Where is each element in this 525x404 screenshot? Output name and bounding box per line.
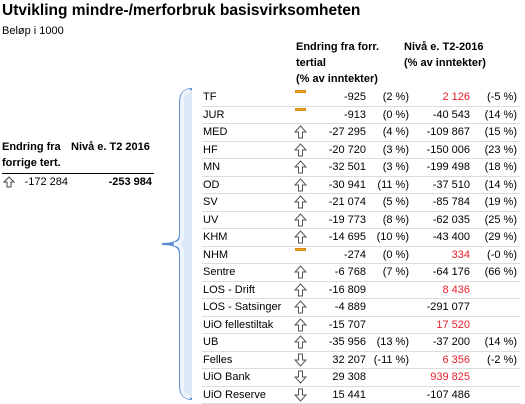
unit-name: TF <box>203 89 216 105</box>
change-value: -6 768 <box>335 264 366 280</box>
level-percent: (14 %) <box>485 107 517 123</box>
table-row <box>202 299 520 317</box>
level-value: 2 126 <box>442 89 470 105</box>
change-value: -14 695 <box>329 229 366 245</box>
change-value: -913 <box>344 107 366 123</box>
level-value: 8 436 <box>442 282 470 298</box>
level-value: 17 520 <box>436 317 470 333</box>
change-percent: (-11 %) <box>374 352 409 368</box>
arrow-up-icon <box>294 283 308 297</box>
table-row <box>202 107 520 125</box>
table-row <box>202 124 520 142</box>
unit-name: LOS - Satsinger <box>203 299 281 315</box>
table-row <box>202 229 520 247</box>
unit-name: Felles <box>203 352 232 368</box>
unit-name: MED <box>203 124 227 140</box>
change-value: -15 707 <box>329 317 366 333</box>
table-row <box>202 317 520 335</box>
table-row <box>202 159 520 177</box>
change-percent: (8 %) <box>383 212 409 228</box>
arrow-up-icon <box>294 318 308 332</box>
arrow-down-icon <box>294 370 308 384</box>
unit-name: KHM <box>203 229 227 245</box>
level-percent: (-2 %) <box>487 352 517 368</box>
level-percent: (14 %) <box>485 177 517 193</box>
arrow-up-icon <box>294 195 308 209</box>
change-percent: (4 %) <box>383 124 409 140</box>
level-percent: (19 %) <box>485 194 517 210</box>
level-value: -37 510 <box>433 177 470 193</box>
level-value: -150 006 <box>427 142 470 158</box>
change-percent: (2 %) <box>383 89 409 105</box>
change-percent: (10 %) <box>377 229 409 245</box>
table-row <box>202 387 520 404</box>
table-row <box>202 352 520 370</box>
summary-change-header: Endring fra forrige tert. <box>2 139 61 171</box>
report-title: Utvikling mindre-/merforbruk basisvirksomheten <box>2 2 360 20</box>
level-percent: (-0 %) <box>487 247 517 263</box>
table-row <box>202 369 520 387</box>
arrow-up-icon <box>294 143 308 157</box>
change-percent: (0 %) <box>383 247 409 263</box>
change-column-header: Endring fra forr. tertial (% av inntekter) <box>296 39 379 87</box>
unit-name: UiO fellestiltak <box>203 317 273 333</box>
change-value: 32 207 <box>332 352 366 368</box>
arrow-up-icon <box>294 335 308 349</box>
change-percent: (13 %) <box>377 334 409 350</box>
arrow-up-icon <box>294 265 308 279</box>
unit-name: Sentre <box>203 264 235 280</box>
arrow-up-icon <box>294 230 308 244</box>
level-value: -37 200 <box>433 334 470 350</box>
table-row <box>202 264 520 282</box>
level-value: -40 543 <box>433 107 470 123</box>
level-percent: (14 %) <box>485 334 517 350</box>
change-percent: (7 %) <box>383 264 409 280</box>
summary-change-value: -172 284 <box>25 176 68 188</box>
unit-name: HF <box>203 142 218 158</box>
change-value: -4 889 <box>335 299 366 315</box>
amount-unit-note: Beløp i 1000 <box>2 25 64 37</box>
grouping-bracket <box>158 87 198 401</box>
change-percent: (3 %) <box>383 159 409 175</box>
arrow-up-icon <box>294 213 308 227</box>
arrow-up-icon <box>3 176 15 191</box>
level-percent: (-5 %) <box>487 89 517 105</box>
unit-name: MN <box>203 159 220 175</box>
change-value: -27 295 <box>329 124 366 140</box>
table-row <box>202 194 520 212</box>
change-value: -32 501 <box>329 159 366 175</box>
dash-icon <box>294 90 308 104</box>
change-percent: (5 %) <box>383 194 409 210</box>
arrow-down-icon <box>294 353 308 367</box>
unit-name: JUR <box>203 107 224 123</box>
table-row <box>202 142 520 160</box>
table-row <box>202 282 520 300</box>
table-row <box>202 247 520 265</box>
summary-level-value: -253 984 <box>109 176 152 188</box>
change-value: -35 956 <box>329 334 366 350</box>
change-percent: (3 %) <box>383 142 409 158</box>
unit-name: LOS - Drift <box>203 282 255 298</box>
level-column-header: Nivå e. T2-2016 (% av inntekter) <box>404 39 486 71</box>
unit-name: UB <box>203 334 218 350</box>
level-value: -43 400 <box>433 229 470 245</box>
arrow-up-icon <box>294 178 308 192</box>
level-value: -109 867 <box>427 124 470 140</box>
unit-name: UiO Bank <box>203 369 250 385</box>
summary-level-header: Nivå e. T2 2016 <box>71 139 150 155</box>
summary-row <box>2 173 154 189</box>
unit-table <box>202 89 520 404</box>
change-value: -20 720 <box>329 142 366 158</box>
change-value: -19 773 <box>329 212 366 228</box>
unit-name: NHM <box>203 247 228 263</box>
unit-name: UiO Reserve <box>203 387 266 403</box>
change-value: -925 <box>344 89 366 105</box>
change-value: -274 <box>344 247 366 263</box>
level-value: -199 498 <box>427 159 470 175</box>
level-value: -64 176 <box>433 264 470 280</box>
unit-name: OD <box>203 177 220 193</box>
table-row <box>202 89 520 107</box>
change-percent: (11 %) <box>377 177 409 193</box>
unit-name: SV <box>203 194 218 210</box>
level-value: -107 486 <box>427 387 470 403</box>
level-percent: (29 %) <box>485 229 517 245</box>
change-value: 29 308 <box>332 369 366 385</box>
level-percent: (66 %) <box>485 264 517 280</box>
level-value: -291 077 <box>427 299 470 315</box>
change-value: -30 941 <box>329 177 366 193</box>
change-percent: (0 %) <box>383 107 409 123</box>
level-value: 6 356 <box>442 352 470 368</box>
table-row <box>202 334 520 352</box>
arrow-up-icon <box>294 300 308 314</box>
change-value: -16 809 <box>329 282 366 298</box>
dash-icon <box>294 108 308 122</box>
level-value: 939 825 <box>430 369 470 385</box>
level-percent: (15 %) <box>485 124 517 140</box>
level-value: -62 035 <box>433 212 470 228</box>
level-value: -85 784 <box>433 194 470 210</box>
level-percent: (18 %) <box>485 159 517 175</box>
dash-icon <box>294 248 308 262</box>
level-percent: (23 %) <box>485 142 517 158</box>
change-value: -21 074 <box>329 194 366 210</box>
level-percent: (25 %) <box>485 212 517 228</box>
arrow-up-icon <box>294 160 308 174</box>
arrow-down-icon <box>294 388 308 402</box>
change-value: 15 441 <box>332 387 366 403</box>
unit-name: UV <box>203 212 218 228</box>
table-row <box>202 212 520 230</box>
table-row <box>202 177 520 195</box>
level-value: 334 <box>452 247 470 263</box>
arrow-up-icon <box>294 125 308 139</box>
